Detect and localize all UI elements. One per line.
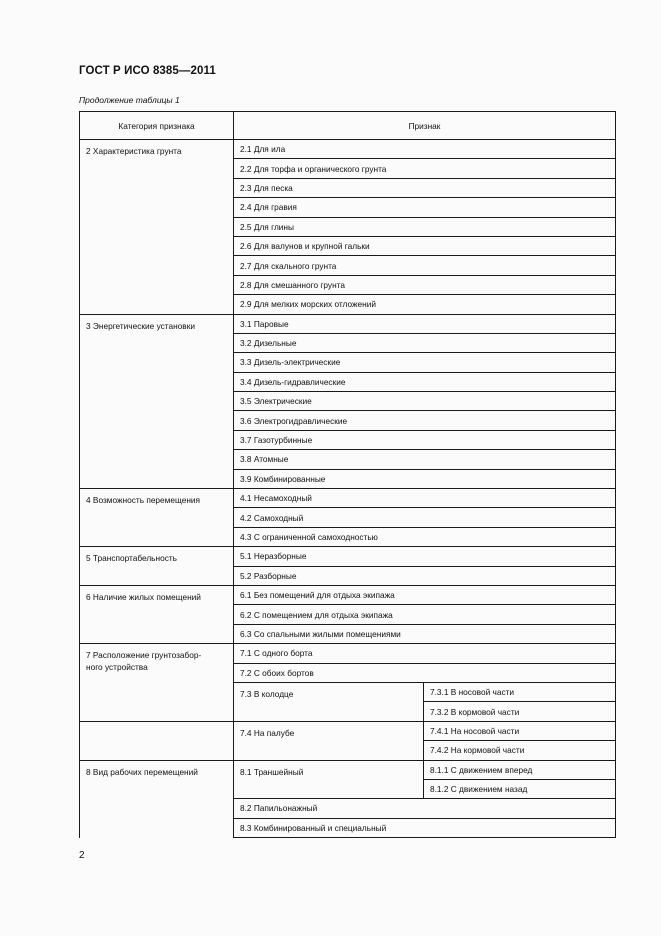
category-cell: 2 Характеристика грунта [80,140,234,315]
feature-cell: 5.1 Неразборные [234,547,616,566]
feature-cell: 3.9 Комбинированные [234,469,616,488]
table-row [80,140,616,159]
subfeature-cell: 7.4.1 На носовой части [424,721,616,740]
feature-cell: 2.4 Для гравия [234,198,616,217]
feature-cell: 2.6 Для валунов и крупной гальки [234,236,616,255]
column-header-feature: Признак [234,112,616,140]
document-header: ГОСТ Р ИСО 8385—2011 [79,65,216,77]
feature-cell: 3.7 Газотурбинные [234,430,616,449]
feature-cell: 2.5 Для глины [234,217,616,236]
feature-cell: 6.1 Без помещений для отдыха экипажа [234,585,616,604]
category-text-line: ного устройства [86,662,148,673]
table-caption: Продолжение таблицы 1 [79,95,180,105]
category-cell [80,644,234,722]
feature-cell: 5.2 Разборные [234,566,616,585]
feature-cell: 7.3 В колодце [234,682,424,721]
table-row [80,547,616,566]
table-row [80,314,616,333]
feature-cell: 6.3 Со спальными жилыми помещениями [234,624,616,643]
table-row [80,644,616,663]
feature-cell: 3.5 Электрические [234,392,616,411]
features-table [79,111,616,838]
column-header-category: Категория признака [80,112,234,140]
feature-cell: 7.2 С обоих бортов [234,663,616,682]
category-text-line: 7 Расположение грунтозабор- [86,650,202,661]
table-header-row [80,112,616,140]
feature-cell: 8.1 Траншейный [234,760,424,799]
feature-cell: 8.2 Папильонажный [234,799,616,818]
feature-cell: 2.3 Для песка [234,178,616,197]
subfeature-cell: 7.3.2 В кормовой части [424,702,616,721]
table-body [80,140,616,838]
category-cell: 3 Энергетические установки [80,314,234,489]
subfeature-cell: 7.4.2 На кормовой части [424,741,616,760]
feature-cell: 3.2 Дизельные [234,333,616,352]
category-cell: 8 Вид рабочих перемещений [80,760,234,838]
feature-cell: 8.3 Комбинированный и специальный [234,818,616,837]
feature-cell: 2.1 Для ила [234,140,616,159]
table-row [80,585,616,604]
feature-cell: 3.3 Дизель-электрические [234,353,616,372]
feature-cell: 2.9 Для мелких морских отложений [234,295,616,314]
category-cell [80,721,234,760]
subfeature-cell: 7.3.1 В носовой части [424,682,616,701]
table-row [80,721,616,740]
feature-cell: 2.2 Для торфа и органического грунта [234,159,616,178]
feature-cell: 4.1 Несамоходный [234,489,616,508]
feature-cell: 6.2 С помещением для отдыха экипажа [234,605,616,624]
category-cell: 5 Транспортабельность [80,547,234,586]
page-number: 2 [79,850,85,861]
category-cell: 4 Возможность перемещения [80,489,234,547]
feature-cell: 4.3 С ограниченной самоходностью [234,527,616,546]
table-row [80,489,616,508]
table-row [80,760,616,779]
feature-cell: 3.1 Паровые [234,314,616,333]
feature-cell: 3.4 Дизель-гидравлические [234,372,616,391]
subfeature-cell: 8.1.2 С движением назад [424,779,616,798]
feature-cell: 4.2 Самоходный [234,508,616,527]
feature-cell: 2.7 Для скального грунта [234,256,616,275]
feature-cell: 7.1 С одного борта [234,644,616,663]
feature-cell: 2.8 Для смешанного грунта [234,275,616,294]
feature-cell: 7.4 На палубе [234,721,424,760]
subfeature-cell: 8.1.1 С движением вперед [424,760,616,779]
feature-cell: 3.8 Атомные [234,450,616,469]
feature-cell: 3.6 Электрогидравлические [234,411,616,430]
category-cell: 6 Наличие жилых помещений [80,585,234,643]
